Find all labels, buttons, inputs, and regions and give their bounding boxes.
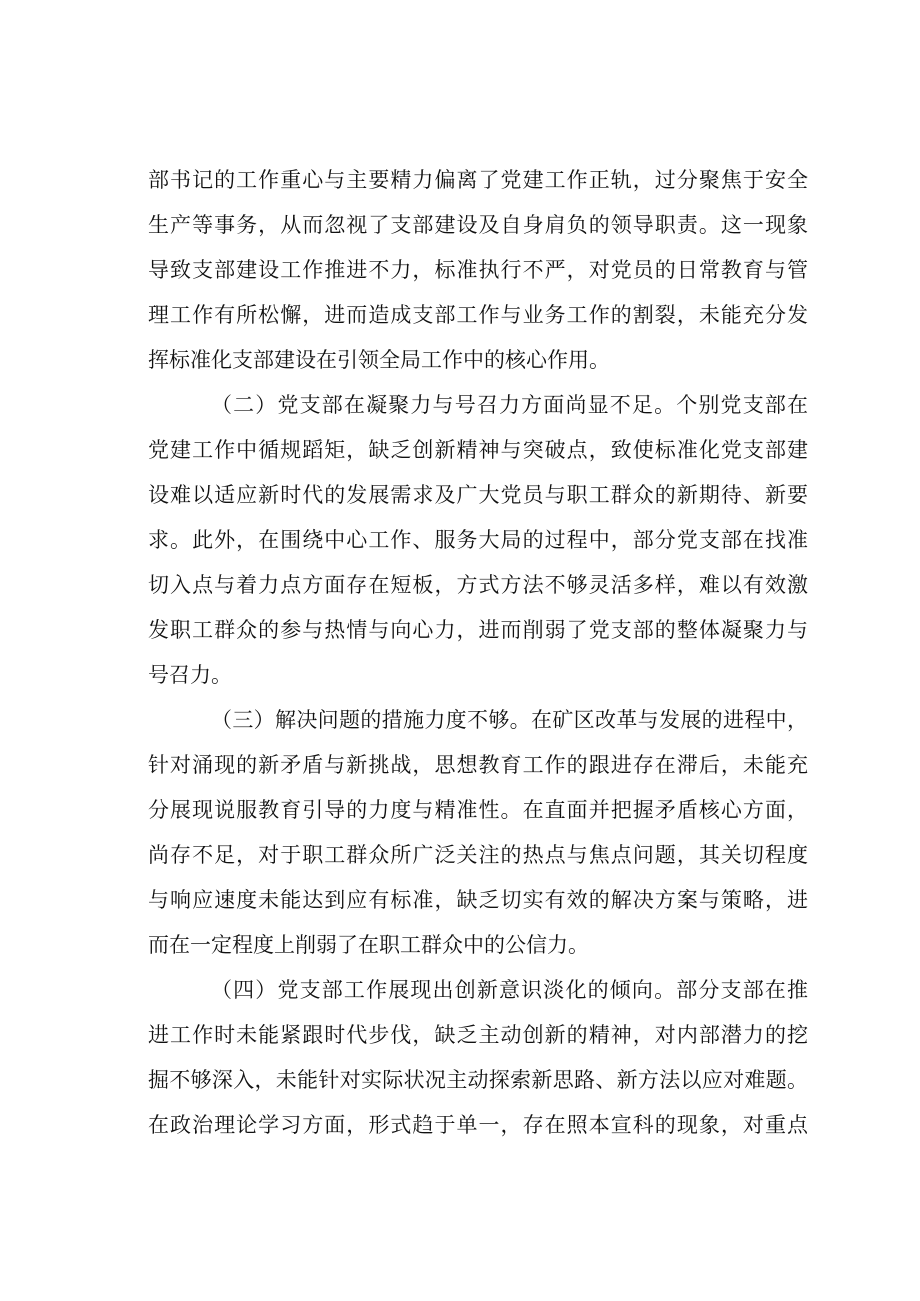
text-line: 分展现说服教育引导的力度与精准性。在直面并把握矛盾核心方面，	[148, 798, 808, 822]
text-line: （二）党支部在凝聚力与号召力方面尚显不足。个别党支部在	[211, 393, 808, 417]
text-line: 号召力。	[148, 663, 232, 687]
text-line: 生产等事务，从而忽视了支部建设及自身肩负的领导职责。这一现象	[148, 213, 808, 237]
text-line: 在政治理论学习方面，形式趋于单一，存在照本宣科的现象，对重点	[148, 1113, 808, 1137]
text-line: 掘不够深入，未能针对实际状况主动探索新思路、新方法以应对难题。	[148, 1068, 808, 1092]
text-line: 尚存不足，对于职工群众所广泛关注的热点与焦点问题，其关切程度	[148, 843, 808, 867]
text-line: 党建工作中循规蹈矩，缺乏创新精神与突破点，致使标准化党支部建	[148, 438, 808, 462]
text-line: 设难以适应新时代的发展需求及广大党员与职工群众的新期待、新要	[148, 483, 808, 507]
document-body	[148, 158, 808, 1148]
paragraph-section-2	[148, 383, 808, 698]
text-line: 发职工群众的参与热情与向心力，进而削弱了党支部的整体凝聚力与	[148, 618, 808, 642]
paragraph-continuation	[148, 158, 808, 383]
text-line: 与响应速度未能达到应有标准，缺乏切实有效的解决方案与策略，进	[148, 888, 808, 912]
text-line: 部书记的工作重心与主要精力偏离了党建工作正轨，过分聚焦于安全	[148, 168, 808, 192]
text-line: （三）解决问题的措施力度不够。在矿区改革与发展的进程中，	[211, 708, 808, 732]
text-line: 导致支部建设工作推进不力，标准执行不严，对党员的日常教育与管	[148, 258, 808, 282]
text-line: 切入点与着力点方面存在短板，方式方法不够灵活多样，难以有效激	[148, 573, 808, 597]
text-line: 进工作时未能紧跟时代步伐，缺乏主动创新的精神，对内部潜力的挖	[148, 1023, 808, 1047]
text-line: 理工作有所松懈，进而造成支部工作与业务工作的割裂，未能充分发	[148, 303, 808, 327]
paragraph-section-3	[148, 698, 808, 968]
text-line: 求。此外，在围绕中心工作、服务大局的过程中，部分党支部在找准	[148, 528, 808, 552]
paragraph-section-4	[148, 968, 808, 1148]
text-line: 针对涌现的新矛盾与新挑战，思想教育工作的跟进存在滞后，未能充	[148, 753, 808, 777]
text-line: （四）党支部工作展现出创新意识淡化的倾向。部分支部在推	[211, 978, 808, 1002]
text-line: 而在一定程度上削弱了在职工群众中的公信力。	[148, 933, 589, 957]
text-line: 挥标准化支部建设在引领全局工作中的核心作用。	[148, 348, 610, 372]
